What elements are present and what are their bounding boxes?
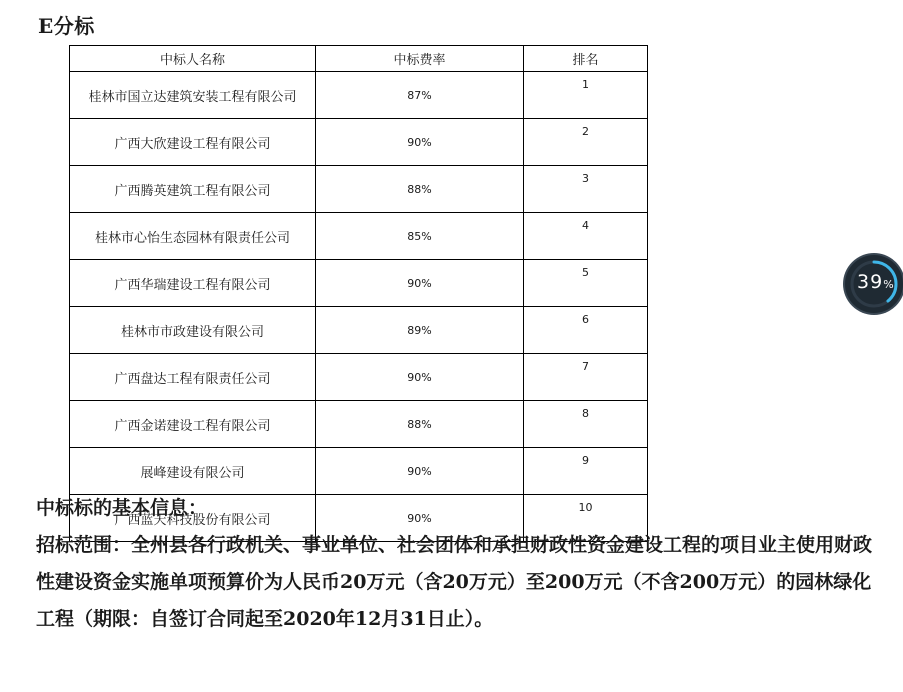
- bid-basic-info: [36, 490, 876, 638]
- table-row: [70, 448, 648, 495]
- table-row: [70, 213, 648, 260]
- rank-cell: 7: [524, 354, 648, 401]
- progress-number: 39: [857, 271, 884, 293]
- progress-badge[interactable]: [845, 255, 903, 313]
- bid-rate-cell: 90%: [316, 448, 524, 495]
- info-body: 招标范围：全州县各行政机关、事业单位、社会团体和承担财政性资金建设工程的项目业主使用财政性建设资金实施单项预算价为人民币20万元（含20万元）至200万元（不含200万元）的园林绿化工程（期限：自签订合同起至2020年12月31日止）。: [36, 534, 873, 630]
- bid-rate-cell: 88%: [316, 166, 524, 213]
- progress-unit: %: [883, 278, 895, 291]
- winning-bidders-table: [69, 45, 648, 542]
- bidder-name-cell: 广西盘达工程有限责任公司: [70, 354, 316, 401]
- bidder-name-cell: 广西金诺建设工程有限公司: [70, 401, 316, 448]
- table-row: [70, 260, 648, 307]
- rank-cell: 10: [524, 495, 648, 542]
- rank-cell: 4: [524, 213, 648, 260]
- bidder-name-cell: 广西蓝天科技股份有限公司: [70, 495, 316, 542]
- header-bidder-name: 中标人名称: [70, 46, 316, 72]
- rank-cell: 6: [524, 307, 648, 354]
- section-title: E分标: [38, 14, 95, 38]
- header-bid-rate: 中标费率: [316, 46, 524, 72]
- bidder-name-cell: 桂林市市政建设有限公司: [70, 307, 316, 354]
- rank-cell: 3: [524, 166, 648, 213]
- bidder-name-cell: 桂林市心怡生态园林有限责任公司: [70, 213, 316, 260]
- bid-rate-cell: 90%: [316, 354, 524, 401]
- bid-rate-cell: 90%: [316, 260, 524, 307]
- bidder-name-cell: 广西华瑞建设工程有限公司: [70, 260, 316, 307]
- bidder-name-cell: 广西大欣建设工程有限公司: [70, 119, 316, 166]
- bidder-name-cell: 展峰建设有限公司: [70, 448, 316, 495]
- rank-cell: 2: [524, 119, 648, 166]
- table-row: [70, 119, 648, 166]
- bid-rate-cell: 90%: [316, 495, 524, 542]
- table-row: [70, 166, 648, 213]
- table-row: [70, 401, 648, 448]
- rank-cell: 8: [524, 401, 648, 448]
- bidder-name-cell: 广西腾英建筑工程有限公司: [70, 166, 316, 213]
- rank-cell: 1: [524, 72, 648, 119]
- table-row: [70, 354, 648, 401]
- bid-rate-cell: 90%: [316, 119, 524, 166]
- table-row: [70, 72, 648, 119]
- info-heading: 中标标的基本信息：: [36, 497, 208, 519]
- bid-rate-cell: 88%: [316, 401, 524, 448]
- bid-rate-cell: 85%: [316, 213, 524, 260]
- bid-rate-cell: 87%: [316, 72, 524, 119]
- rank-cell: 5: [524, 260, 648, 307]
- bidder-name-cell: 桂林市国立达建筑安装工程有限公司: [70, 72, 316, 119]
- table-row: [70, 307, 648, 354]
- header-rank: 排名: [524, 46, 648, 72]
- rank-cell: 9: [524, 448, 648, 495]
- progress-value: [857, 271, 895, 293]
- table-header-row: [70, 46, 648, 72]
- bid-rate-cell: 89%: [316, 307, 524, 354]
